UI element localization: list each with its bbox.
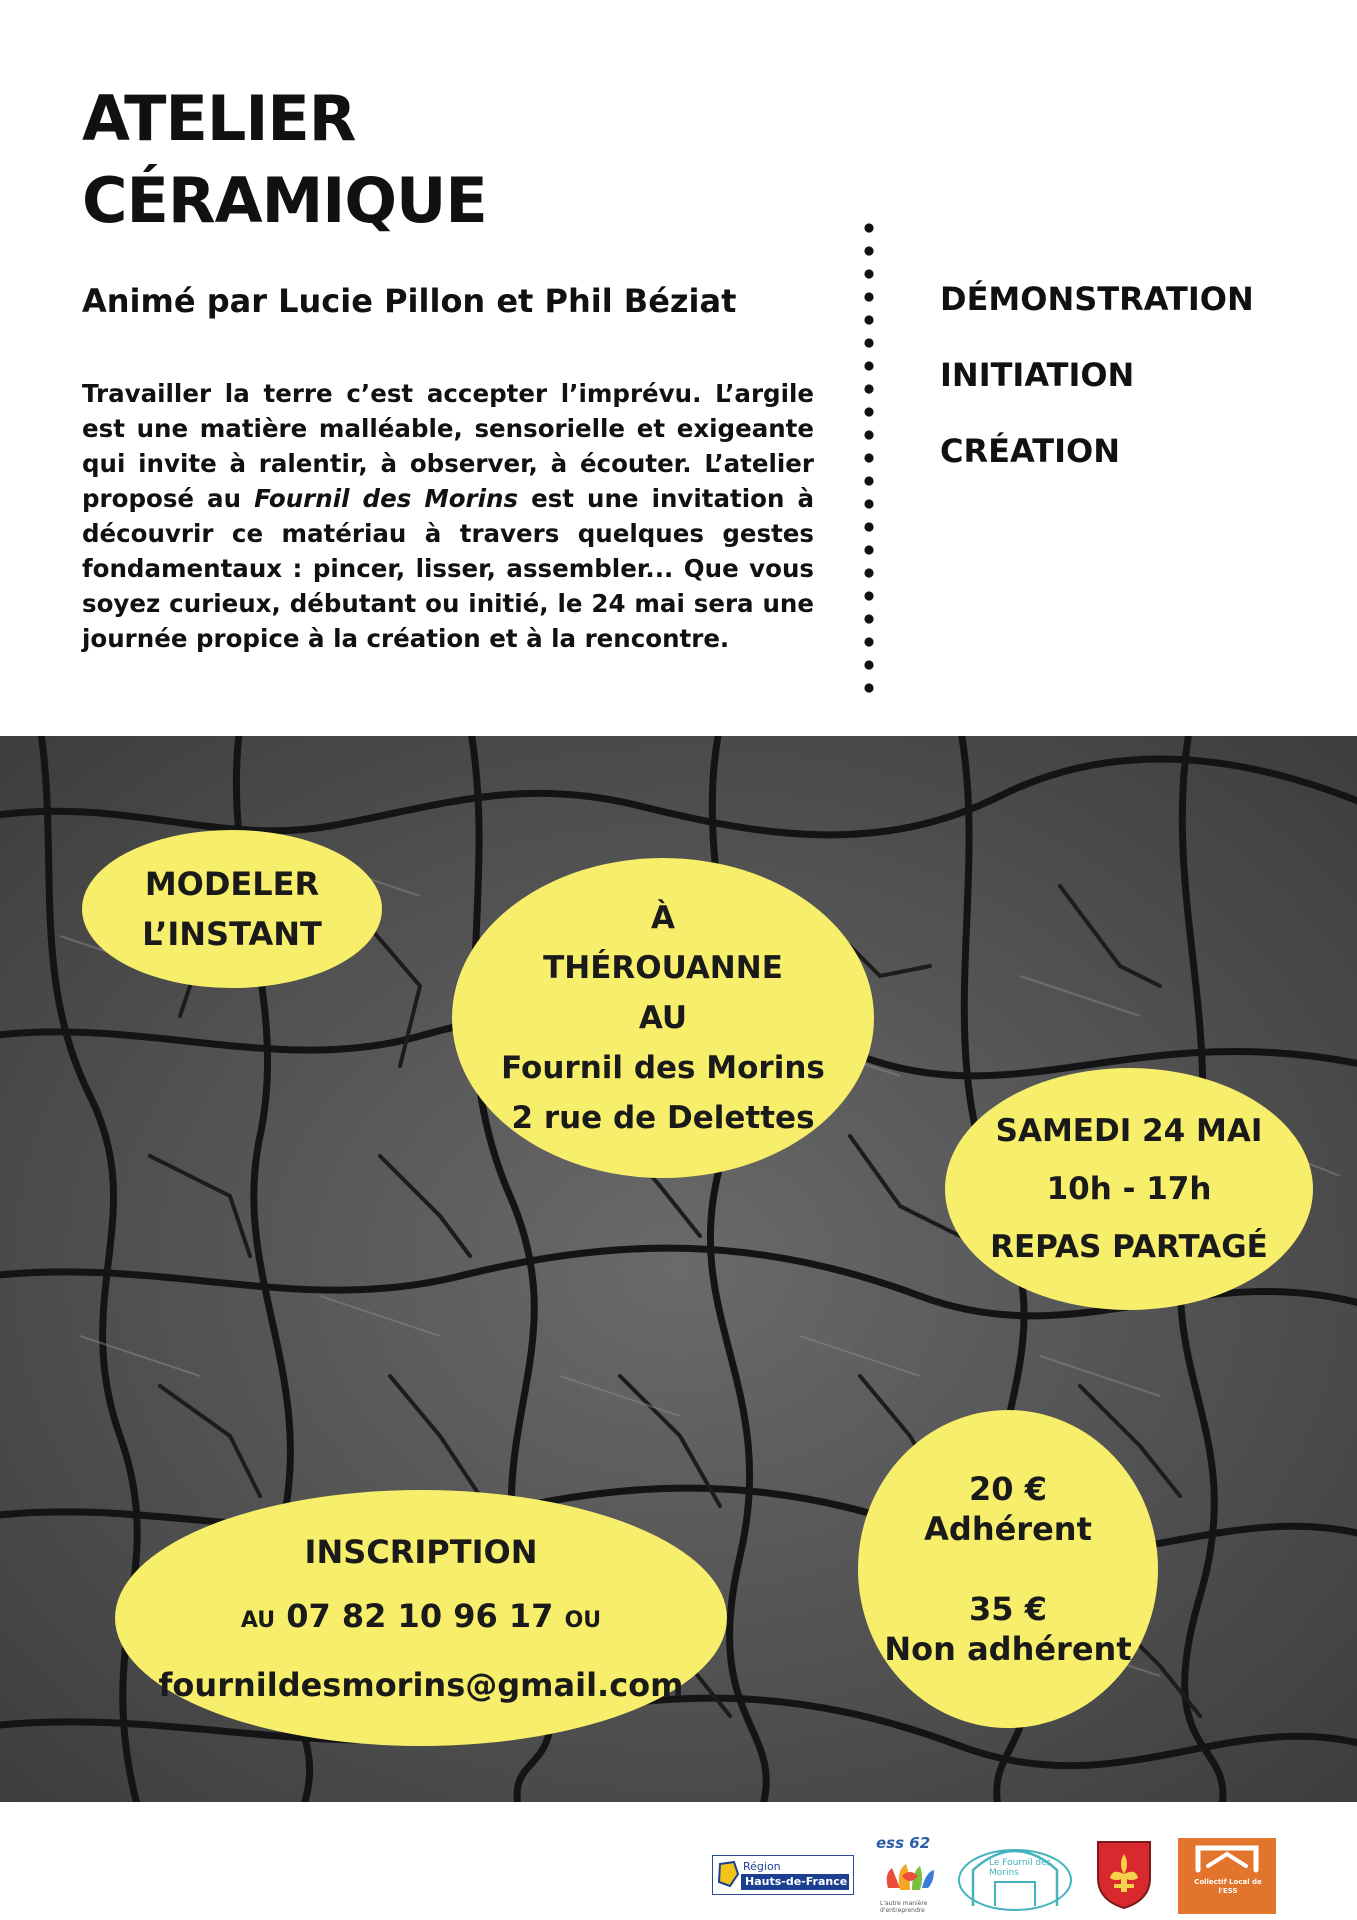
price-bubble	[858, 1410, 1158, 1728]
fournil-logo	[955, 1836, 1075, 1914]
phone-suffix: OU	[564, 1607, 602, 1633]
location-line-3: AU	[638, 1000, 688, 1036]
inscription-title: INSCRIPTION	[304, 1532, 538, 1571]
schedule-meal: REPAS PARTAGÉ	[990, 1229, 1268, 1265]
fleur-de-lis-crest-icon	[1094, 1838, 1154, 1910]
member-label: Adhérent	[924, 1510, 1092, 1548]
title-line-1: ATELIER	[82, 82, 356, 155]
region-emblem-icon	[716, 1860, 740, 1890]
phone-prefix: AU	[240, 1607, 276, 1633]
hands-icon	[880, 1858, 940, 1896]
dotted-divider	[863, 222, 875, 706]
collectif-label: Collectif Local de l'ESS	[1194, 1878, 1262, 1895]
schedule-date: SAMEDI 24 MAI	[995, 1113, 1263, 1149]
inscription-phone-line	[241, 1584, 601, 1653]
subtitle: Animé par Lucie Pillon et Phil Béziat	[82, 282, 737, 320]
region-name: Hauts-de-France	[741, 1874, 849, 1890]
inscription-bubble	[115, 1490, 727, 1746]
location-line-4: Fournil des Morins	[501, 1050, 825, 1086]
tagline-line-2: L’INSTANT	[142, 915, 322, 953]
region-logo	[712, 1855, 854, 1895]
location-line-2: THÉROUANNE	[543, 950, 783, 986]
intro-part-1: Travailler la terre c’est accepter l’imprévu. L’argile est une matière malléable, sensorielle et exigeante qui invite à ralentir, à observer, à écouter. L’atelier proposé au	[82, 379, 814, 513]
phone-number[interactable]: 07 82 10 96 17	[286, 1596, 554, 1635]
intro-part-2: est une invitation à découvrir ce matériau à travers quelques gestes fondamentaux : pincer, lisser, assembler... Que vous soyez curieux, débutant ou initié, le 24 mai sera une journée propice à la création et à la rencontre.	[82, 484, 814, 653]
town-crest-logo	[1094, 1838, 1154, 1910]
intro-paragraph	[82, 376, 814, 656]
title-line-2: CÉRAMIQUE	[82, 164, 487, 237]
location-bubble	[452, 858, 874, 1178]
collectif-arrow-icon	[1178, 1838, 1276, 1878]
ess62-tagline: L'autre manière d'entreprendre	[880, 1900, 928, 1914]
keyword-demonstration: DÉMONSTRATION	[940, 280, 1254, 318]
collectif-ess-logo	[1178, 1838, 1276, 1914]
keyword-list	[940, 280, 1254, 508]
member-price: 20 €	[969, 1470, 1047, 1508]
nonmember-price: 35 €	[969, 1590, 1047, 1628]
location-line-1: À	[651, 900, 675, 936]
schedule-hours: 10h - 17h	[1046, 1171, 1212, 1207]
fournil-label: Le Fournil des Morins	[989, 1858, 1052, 1878]
keyword-creation: CRÉATION	[940, 432, 1120, 470]
tagline-bubble	[82, 830, 382, 988]
schedule-bubble	[945, 1068, 1313, 1310]
ess62-label: ess 62	[876, 1834, 931, 1852]
tagline-line-1: MODELER	[144, 865, 320, 903]
region-label: Région	[743, 1860, 781, 1873]
page-title	[82, 78, 487, 242]
location-line-5: 2 rue de Delettes	[511, 1100, 815, 1136]
email-address[interactable]: fournildesmorins@gmail.com	[158, 1665, 684, 1704]
intro-italic: Fournil des Morins	[254, 484, 519, 513]
keyword-initiation: INITIATION	[940, 356, 1135, 394]
ess62-logo	[876, 1834, 946, 1914]
nonmember-label: Non adhérent	[884, 1630, 1132, 1668]
